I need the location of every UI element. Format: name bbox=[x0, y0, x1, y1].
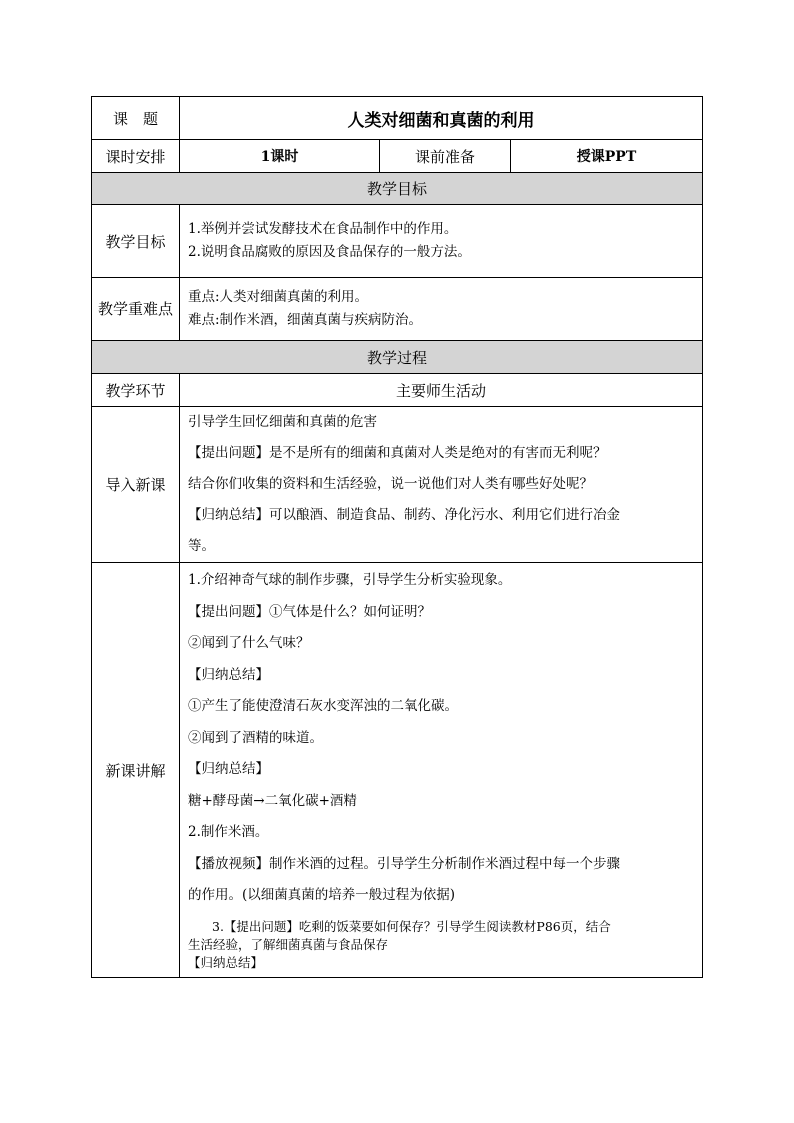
intro-line: 【提出问题】是不是所有的细菌和真菌对人类是绝对的有害而无利呢？ bbox=[188, 445, 607, 461]
hours-label: 课时安排 bbox=[92, 140, 180, 173]
lecture-row bbox=[92, 563, 703, 978]
activity-column-header: 主要师生活动 bbox=[180, 374, 703, 407]
lecture-line: 糖+酵母菌→二氧化碳+酒精 bbox=[188, 792, 357, 809]
process-heading: 教学过程 bbox=[92, 341, 703, 374]
goals-content bbox=[180, 205, 703, 278]
lecture-line: 【提出问题】①气体是什么？如何证明？ bbox=[188, 603, 431, 620]
intro-line: 等。 bbox=[188, 538, 215, 554]
process-heading-row bbox=[92, 341, 703, 374]
lecture-label: 新课讲解 bbox=[92, 563, 180, 978]
lecture-line: 【归纳总结】 bbox=[188, 666, 269, 683]
goal-line: 2.说明食品腐败的原因及食品保存的一般方法。 bbox=[188, 244, 471, 260]
lecture-line: 1.介绍神奇气球的制作步骤，引导学生分析实验现象。 bbox=[188, 572, 512, 588]
intro-content bbox=[180, 407, 703, 563]
prep-value: 授课PPT bbox=[511, 140, 703, 173]
topic-row bbox=[92, 97, 703, 140]
key-line: 重点:人类对细菌真菌的利用。 bbox=[188, 289, 369, 305]
lecture-line: ②闻到了什么气味？ bbox=[188, 635, 310, 651]
keys-label: 教学重难点 bbox=[92, 278, 180, 341]
lecture-small-line: 3.【提出问题】吃剩的饭菜要如何保存？引导学生阅读教材P86页，结合 bbox=[212, 918, 611, 934]
goal-line: 1.举例并尝试发酵技术在食品制作中的作用。 bbox=[188, 221, 458, 237]
intro-label: 导入新课 bbox=[92, 407, 180, 563]
topic-label: 课 题 bbox=[92, 97, 180, 140]
lecture-main-text bbox=[188, 565, 694, 912]
key-line: 难点:制作米酒，细菌真菌与疾病防治。 bbox=[188, 312, 423, 328]
lecture-line: 【播放视频】制作米酒的过程。引导学生分析制作米酒过程中每一个步骤 bbox=[188, 855, 620, 872]
lecture-storage-text bbox=[188, 918, 694, 972]
keys-row bbox=[92, 278, 703, 341]
goals-row bbox=[92, 205, 703, 278]
hours-value: 1课时 bbox=[180, 140, 380, 173]
lecture-line: ①产生了能使澄清石灰水变浑浊的二氧化碳。 bbox=[188, 698, 458, 714]
stage-column-header: 教学环节 bbox=[92, 374, 180, 407]
intro-line: 结合你们收集的资料和生活经验，说一说他们对人类有哪些好处呢？ bbox=[188, 476, 593, 492]
lecture-small-line: 生活经验，了解细菌真菌与食品保存 bbox=[188, 936, 389, 952]
lecture-line: 的作用。(以细菌真菌的培养一般过程为依据) bbox=[188, 887, 456, 903]
lecture-content bbox=[180, 563, 703, 978]
schedule-row bbox=[92, 140, 703, 173]
lecture-line: 2.制作米酒。 bbox=[188, 824, 269, 840]
goals-heading: 教学目标 bbox=[92, 173, 703, 205]
goals-heading-row bbox=[92, 173, 703, 205]
keys-content bbox=[180, 278, 703, 341]
lecture-line: 【归纳总结】 bbox=[188, 761, 269, 777]
lecture-small-line: 【归纳总结】 bbox=[188, 954, 264, 970]
lecture-line: ②闻到了酒精的味道。 bbox=[188, 729, 323, 746]
lesson-title: 人类对细菌和真菌的利用 bbox=[180, 97, 703, 140]
intro-line: 【归纳总结】可以酿酒、制造食品、制药、净化污水、利用它们进行冶金 bbox=[188, 507, 620, 523]
lesson-plan-table bbox=[91, 96, 703, 978]
goals-label: 教学目标 bbox=[92, 205, 180, 278]
intro-row bbox=[92, 407, 703, 563]
process-columns-row bbox=[92, 374, 703, 407]
intro-line: 引导学生回忆细菌和真菌的危害 bbox=[188, 414, 377, 430]
prep-label: 课前准备 bbox=[380, 140, 511, 173]
